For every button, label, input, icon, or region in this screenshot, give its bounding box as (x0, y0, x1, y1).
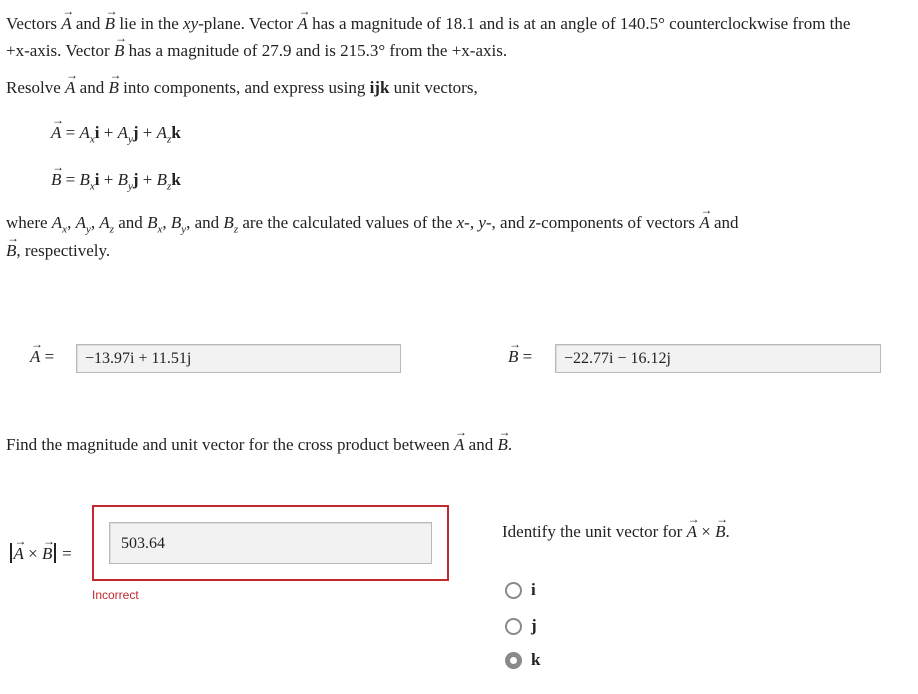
radio-k[interactable] (505, 652, 522, 669)
cross-product-instruction: Find the magnitude and unit vector for the cross product between → A and → B. (6, 425, 513, 454)
answer-B-field[interactable]: −22.77i − 16.12j (555, 344, 881, 373)
problem-line-1: Vectors → A and → B lie in the xy-plane. Vector → A has a magnitude of 18.1 and is at an angle of 140.5° counterclockwise from the (6, 4, 851, 33)
incorrect-feedback: Incorrect (92, 588, 139, 602)
vector-B-symbol: → B (104, 4, 118, 33)
identify-unit-vector-prompt: Identify the unit vector for → A × → B. (502, 512, 730, 541)
answer-B-label: → B = (508, 337, 533, 366)
where-line-2: → B, respectively. (6, 231, 111, 260)
radio-i[interactable] (505, 582, 522, 599)
problem-line-2: +x-axis. Vector → B has a magnitude of 27.9 and is 215.3° from the +x-axis. (6, 31, 508, 60)
where-line-1: where $A_x$, $A_y$, $A_z$ and $B_x$, $B_y$, and $B_z$ are the calculated values of the x-, y-, and z-components of vectors → A and (6, 203, 739, 236)
cross-magnitude-field[interactable]: 503.64 (109, 522, 432, 564)
cross-magnitude-label: → A × → B = (8, 543, 72, 564)
resolve-instruction: Resolve → A and → B into components, and express using ijk unit vectors, (6, 68, 478, 97)
vector-A-symbol: → A (61, 4, 75, 33)
equation-B: → $B = B_xi + B_yj + B_zk$ (51, 160, 181, 193)
answer-A-field[interactable]: −13.97i + 11.51j (76, 344, 401, 373)
answer-A-label: → A = (30, 337, 55, 366)
equation-A: → $A = A_xi + A_yj + A_zk$ (51, 113, 181, 146)
radio-j[interactable] (505, 618, 522, 635)
